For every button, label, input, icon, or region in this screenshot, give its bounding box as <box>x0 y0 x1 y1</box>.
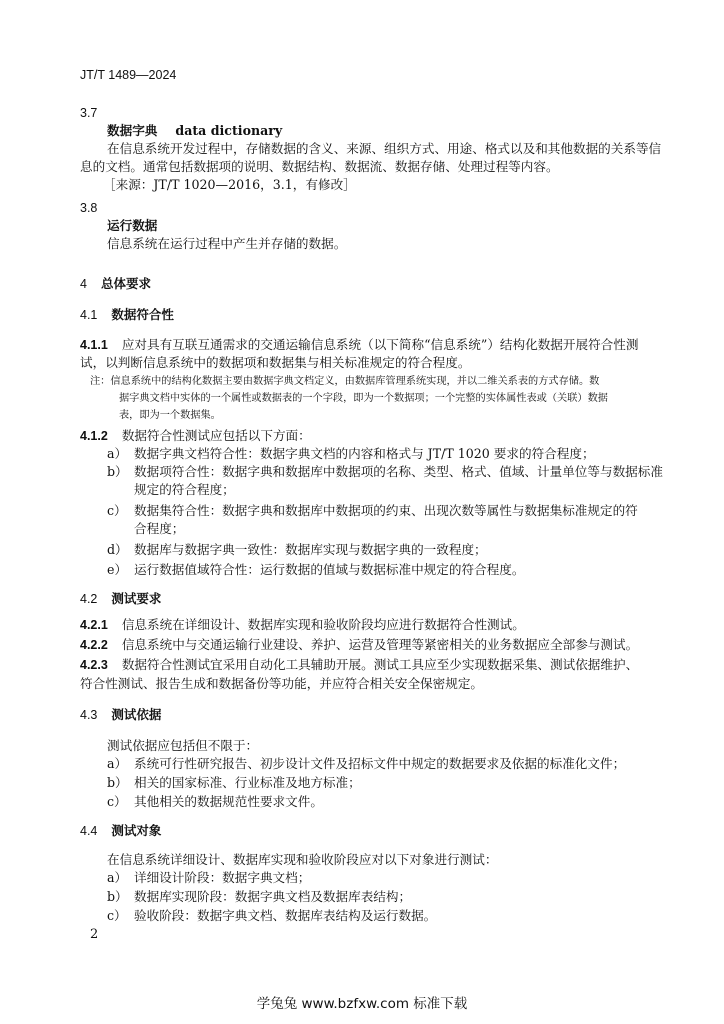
list-label: a） <box>107 756 128 771</box>
list-label: b） <box>107 464 128 479</box>
section-4-title: 总体要求 <box>100 276 151 291</box>
clause-4-1-2-number: 4.1.2 <box>80 429 108 443</box>
clause-4-1-1-line1 <box>80 336 638 354</box>
list-text: 系统可行性研究报告、初步设计文件及招标文件中规定的数据要求及依据的标准化文件； <box>134 756 626 771</box>
list-item-4-1-2-d <box>107 541 487 559</box>
list-item-4-3-b <box>107 774 361 792</box>
list-label: a） <box>107 870 128 885</box>
section-4-2-title: 测试要求 <box>111 591 162 606</box>
list-label: b） <box>107 775 128 790</box>
section-4-1-number: 4.1 <box>80 308 98 322</box>
clause-4-1-1-text1: 应对具有互联互通需求的交通运输信息系统（以下简称“信息系统”）结构化数据开展符合性测 <box>121 337 639 352</box>
clause-4-2-2 <box>80 636 638 654</box>
section-4-4-heading <box>80 822 161 840</box>
list-label: d） <box>107 542 128 557</box>
list-item-4-1-2-b <box>107 463 663 481</box>
section-4-3-intro: 测试依据应包括但不限于： <box>107 738 259 753</box>
term-3-8-def: 信息系统在运行过程中产生并存储的数据。 <box>107 236 347 251</box>
term-3-7-def-line1: 在信息系统开发过程中，存储数据的含义、来源、组织方式、用途、格式以及和其他数据的关系等信 <box>107 141 662 156</box>
section-4-4-title: 测试对象 <box>111 823 162 838</box>
list-label: c） <box>107 794 127 809</box>
section-4-2-number: 4.2 <box>80 592 98 606</box>
clause-4-2-3-line1 <box>80 656 638 674</box>
clause-4-2-1 <box>80 616 525 634</box>
standard-code-header: JT/T 1489—2024 <box>80 68 177 82</box>
section-4-2-heading <box>80 590 161 608</box>
term-3-7-source: ［来源：JT/T 1020—2016，3.1，有修改］ <box>103 177 356 192</box>
list-text: 验收阶段：数据字典文档、数据库表结构及运行数据。 <box>134 908 437 923</box>
clause-3-8-number: 3.8 <box>80 201 98 215</box>
section-4-number: 4 <box>80 277 87 291</box>
list-text: 数据项符合性：数据字典和数据库中数据项的名称、类型、格式、值域、计量单位等与数据标准 <box>134 464 663 479</box>
list-item-4-4-a <box>107 869 310 887</box>
list-text: 详细设计阶段：数据字典文档； <box>134 870 311 885</box>
list-label: e） <box>107 562 128 577</box>
page-number: 2 <box>90 927 99 942</box>
clause-4-1-1-line2: 试，以判断信息系统中的数据项和数据集与相关标准规定的符合程度。 <box>80 355 471 370</box>
note-line1: 注：信息系统中的结构化数据主要由数据字典文档定义，由数据库管理系统实现，并以二维关系表的方式存储。数 <box>90 376 600 387</box>
list-item-4-1-2-c-cont: 合程度； <box>134 521 185 536</box>
clause-4-1-2-text: 数据符合性测试应包括以下方面： <box>121 428 311 443</box>
clause-3-7-number: 3.7 <box>80 106 98 120</box>
list-text: 相关的国家标准、行业标准及地方标准； <box>134 775 361 790</box>
note-line2: 据字典文档中实体的一个属性或数据表的一个字段，即为一个数据项；一个完整的实体属性表或（关联）数据 <box>119 393 608 404</box>
term-3-7 <box>107 122 282 140</box>
clause-4-2-2-text: 信息系统中与交通运输行业建设、养护、运营及管理等紧密相关的业务数据应全部参与测试。 <box>121 637 639 652</box>
list-label: c） <box>107 908 127 923</box>
note-line3: 表，即为一个数据集。 <box>119 410 221 421</box>
list-text: 数据库实现阶段：数据字典文档及数据库表结构； <box>134 889 412 904</box>
section-4-1-heading <box>80 306 174 324</box>
clause-4-2-2-number: 4.2.2 <box>80 638 108 652</box>
term-3-7-def-line2: 息的文档。通常包括数据项的说明、数据结构、数据流、数据存储、处理过程等内容。 <box>80 159 559 174</box>
section-4-3-number: 4.3 <box>80 708 98 722</box>
section-4-3-heading <box>80 706 161 724</box>
term-3-7-cn: 数据字典 <box>107 123 158 138</box>
term-3-8: 运行数据 <box>107 218 158 233</box>
clause-4-2-3-text1: 数据符合性测试宜采用自动化工具辅助开展。测试工具应至少实现数据采集、测试依据维护、 <box>121 657 639 672</box>
list-text: 运行数据值域符合性：运行数据的值域与数据标准中规定的符合程度。 <box>134 562 525 577</box>
list-text: 数据库与数据字典一致性：数据库实现与数据字典的一致程度； <box>134 542 487 557</box>
watermark-footer: 学兔兔 www.bzfxw.com 标准下载 <box>256 996 468 1012</box>
list-item-4-4-b <box>107 888 411 906</box>
section-4-3-title: 测试依据 <box>111 707 162 722</box>
list-item-4-1-2-b-cont: 规定的符合程度； <box>134 482 235 497</box>
clause-4-1-2-intro <box>80 427 311 445</box>
clause-4-2-1-text: 信息系统在详细设计、数据库实现和验收阶段均应进行数据符合性测试。 <box>121 617 525 632</box>
list-label: b） <box>107 889 128 904</box>
section-4-4-number: 4.4 <box>80 824 98 838</box>
list-item-4-4-c <box>107 907 436 925</box>
clause-4-2-1-number: 4.2.1 <box>80 618 108 632</box>
term-3-7-en: data dictionary <box>175 123 283 138</box>
section-4-heading <box>80 275 151 293</box>
list-item-4-3-c <box>107 793 323 811</box>
list-item-4-1-2-e <box>107 561 524 579</box>
clause-4-2-3-line2: 符合性测试、报告生成和数据备份等功能，并应符合相关安全保密规定。 <box>80 676 483 691</box>
section-4-1-title: 数据符合性 <box>111 307 174 322</box>
list-text: 数据字典文档符合性：数据字典文档的内容和格式与 JT/T 1020 要求的符合程度； <box>134 446 595 461</box>
list-label: a） <box>107 446 128 461</box>
list-label: c） <box>107 503 127 518</box>
clause-4-2-3-number: 4.2.3 <box>80 658 108 672</box>
list-item-4-1-2-c <box>107 502 638 520</box>
list-text: 其他相关的数据规范性要求文件。 <box>134 794 323 809</box>
section-4-4-intro: 在信息系统详细设计、数据库实现和验收阶段应对以下对象进行测试： <box>107 852 498 867</box>
list-text: 数据集符合性：数据字典和数据库中数据项的约束、出现次数等属性与数据集标准规定的符 <box>134 503 638 518</box>
clause-4-1-1-number: 4.1.1 <box>80 338 108 352</box>
list-item-4-3-a <box>107 755 625 773</box>
list-item-4-1-2-a <box>107 445 595 463</box>
